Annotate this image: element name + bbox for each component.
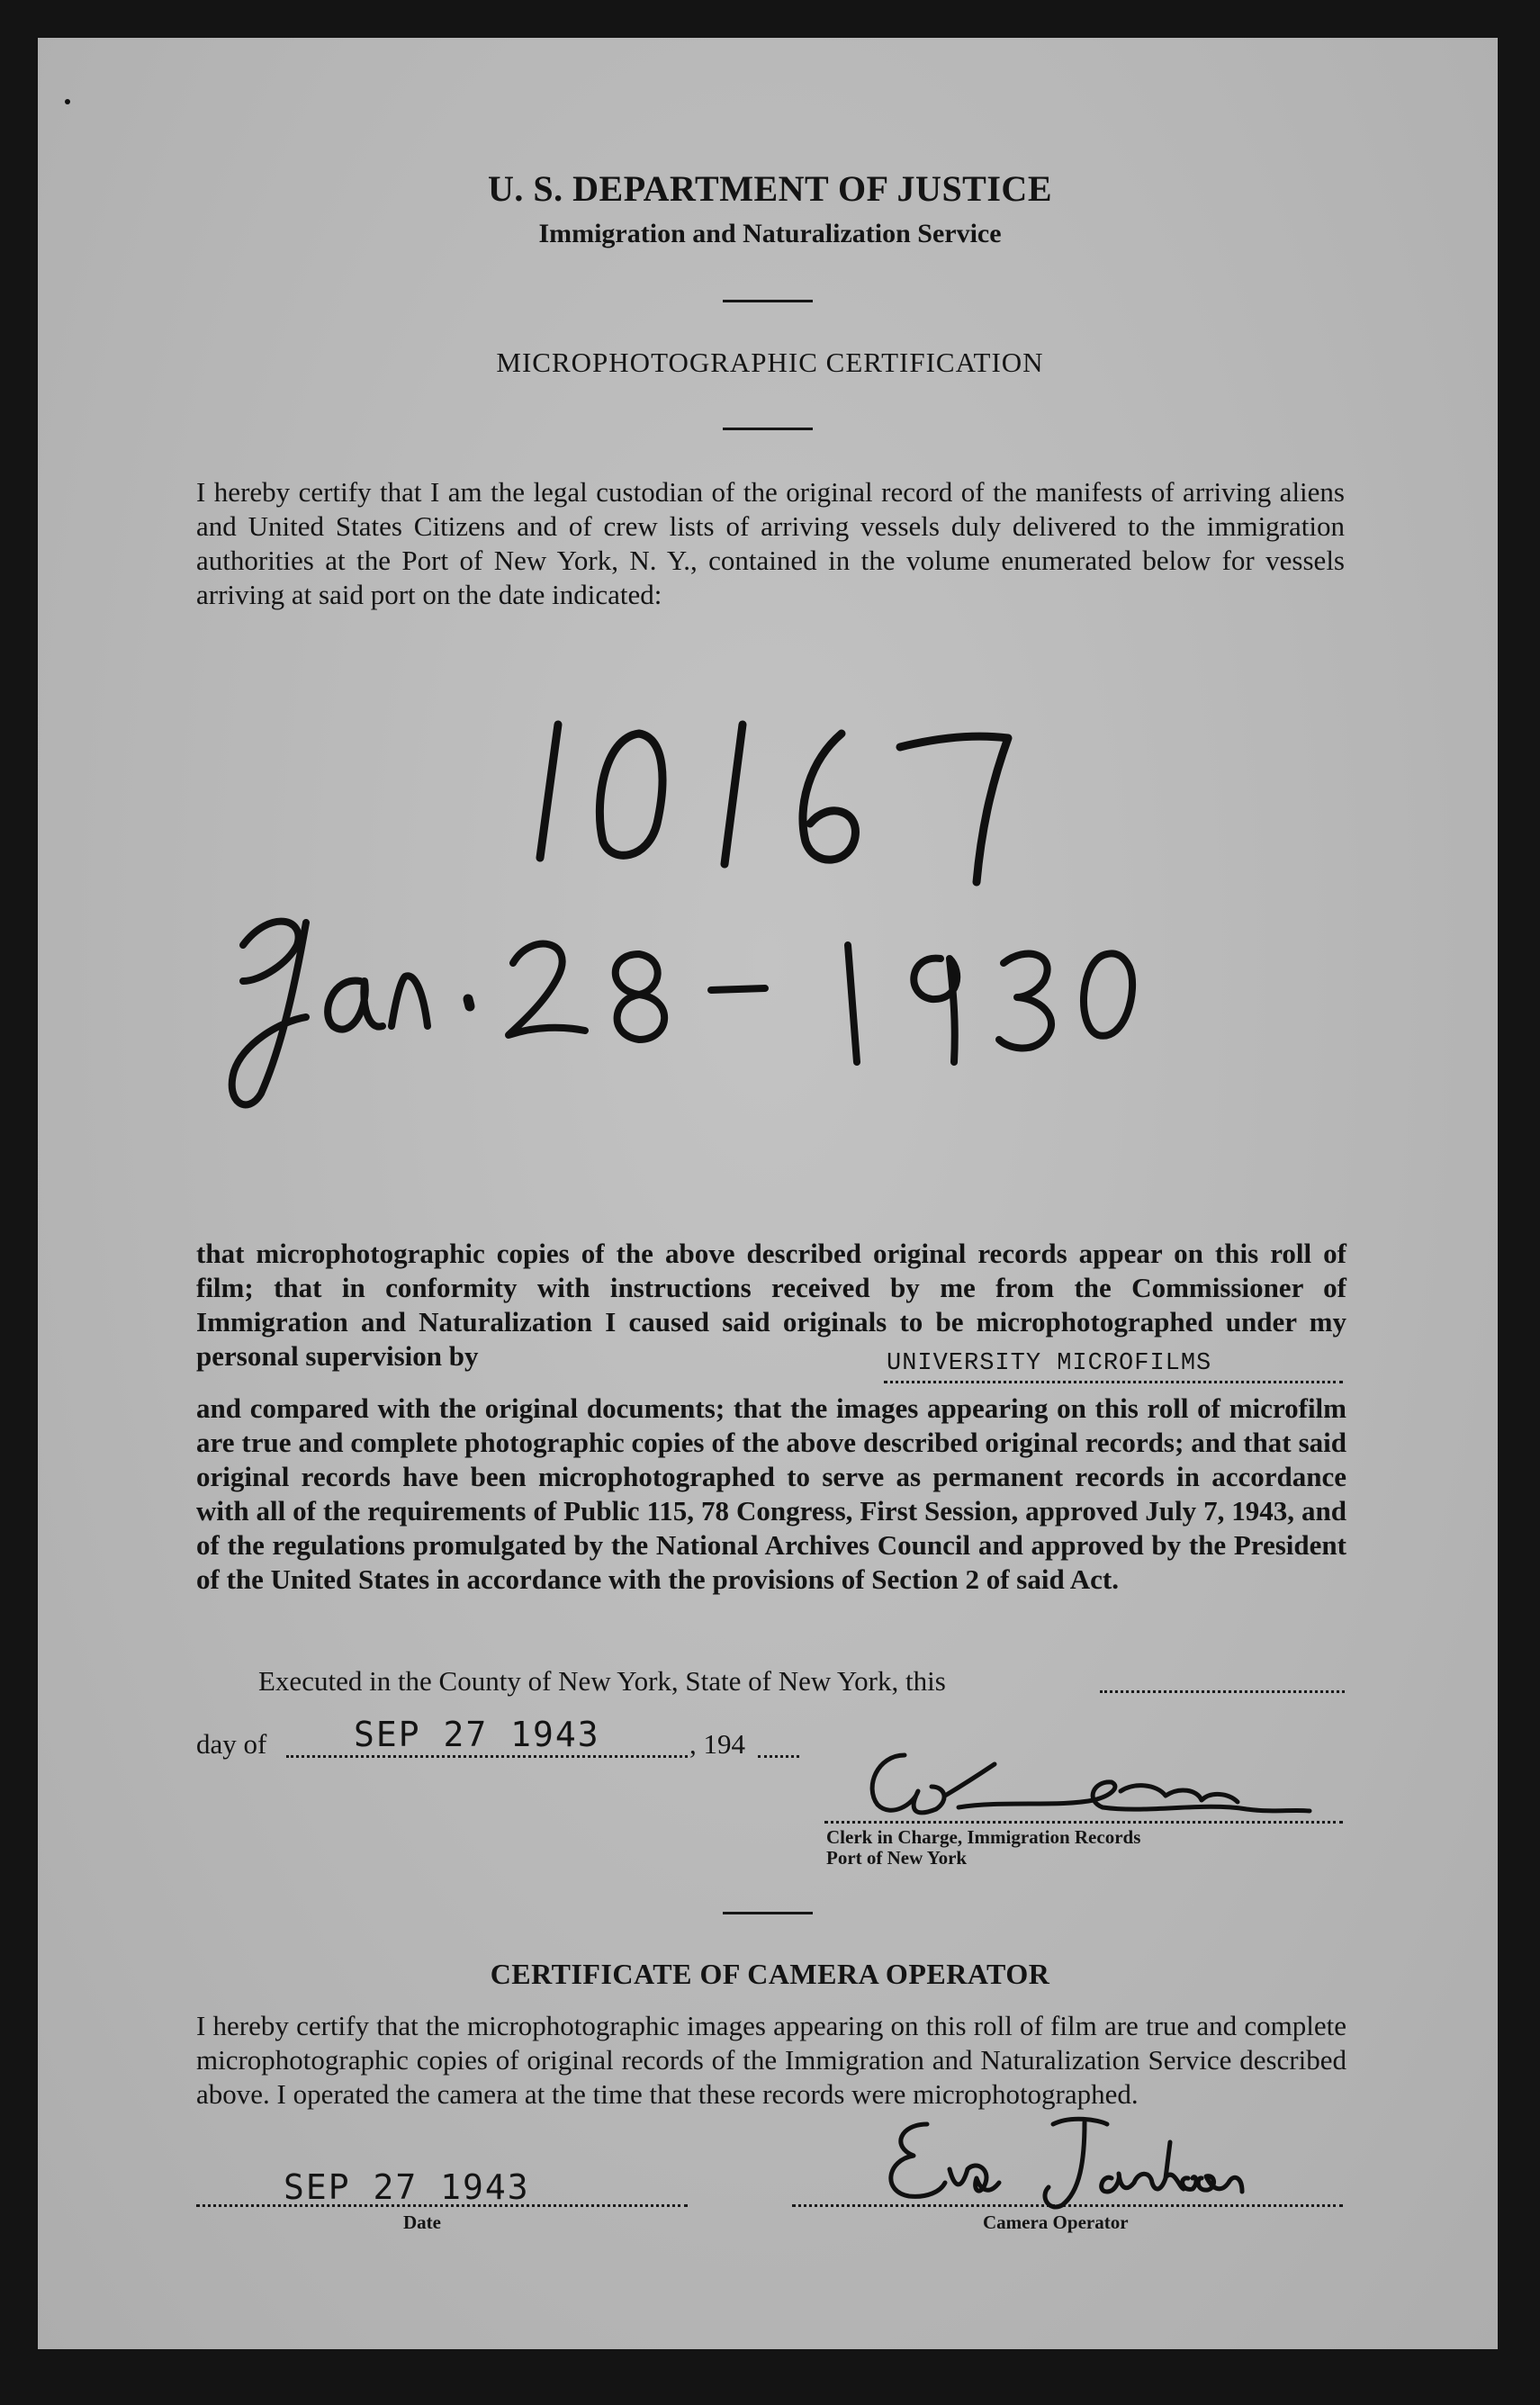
body-paragraph-part2: and compared with the original documents; that the images appearing on this roll of microfilm are true and complete photographic copies of the above described original records; and that said original records have been microphotographed to serve as permanent records in accordance with all of the requirements of Public 115, 78 Congress, First Session, approved July 7, 1943, and of the regulations promulgated by the National Archives Council and approved by the President of the United States in accordance with the provisions of Section 2 of said Act.: [196, 1392, 1346, 1595]
handwritten-volume: [504, 698, 1044, 905]
divider: [723, 300, 813, 302]
clerk-signature: [824, 1737, 1328, 1827]
department-title: U. S. DEPARTMENT OF JUSTICE: [488, 168, 1052, 209]
intro-paragraph: I hereby certify that I am the legal custodian of the original record of the manifests of arriving aliens and United States Citizens and of crew lists of arriving vessels duly delivered to the immigration authorities at the Port of New York, N. Y., contained in the volume enumerated below for vessels arriving at said port on the date indicated:: [196, 476, 1345, 610]
executed-text: Executed in the County of New York, State of New York, this: [258, 1665, 946, 1697]
camera-operator-label: Camera Operator: [983, 2211, 1129, 2233]
execution-date-stamp: SEP 27 1943: [354, 1715, 600, 1754]
camera-date-stamp: SEP 27 1943: [284, 2167, 530, 2207]
film-speck: [65, 99, 70, 104]
handwritten-date: [207, 891, 1161, 1125]
year-prefix: , 194: [689, 1728, 745, 1760]
clerk-title: Clerk in Charge, Immigration Records: [826, 1826, 1141, 1848]
certificate-sheet: [38, 38, 1498, 2349]
camera-certificate-title: CERTIFICATE OF CAMERA OPERATOR: [490, 1958, 1050, 1990]
divider: [723, 1912, 813, 1914]
year-dotted-line: [758, 1750, 799, 1758]
service-subtitle: Immigration and Naturalization Service: [538, 219, 1002, 248]
camera-paragraph: I hereby certify that the microphotographic images appearing on this roll of film are true and complete microphotographic copies of original records of the Immigration and Naturalization Service described above. I operated the camera at the time that these records were microphotographed.: [196, 2010, 1346, 2110]
operator-signature: [864, 2106, 1260, 2214]
certification-title: MICROPHOTOGRAPHIC CERTIFICATION: [496, 347, 1044, 378]
day-of-label: day of: [196, 1728, 267, 1760]
divider: [723, 428, 813, 430]
body-paragraph-part1: that microphotographic copies of the above described original records appear on this roll of film; that in conformity with instructions received by me from the Commissioner of Immigration and Naturalization I caused said originals to be microphotographed under my personal supervision by: [196, 1238, 1346, 1372]
microfilmer-typed: UNIVERSITY MICROFILMS: [887, 1350, 1212, 1377]
executed-dotted-line: [1100, 1685, 1345, 1693]
clerk-port: Port of New York: [826, 1847, 968, 1869]
date-label: Date: [403, 2211, 441, 2233]
